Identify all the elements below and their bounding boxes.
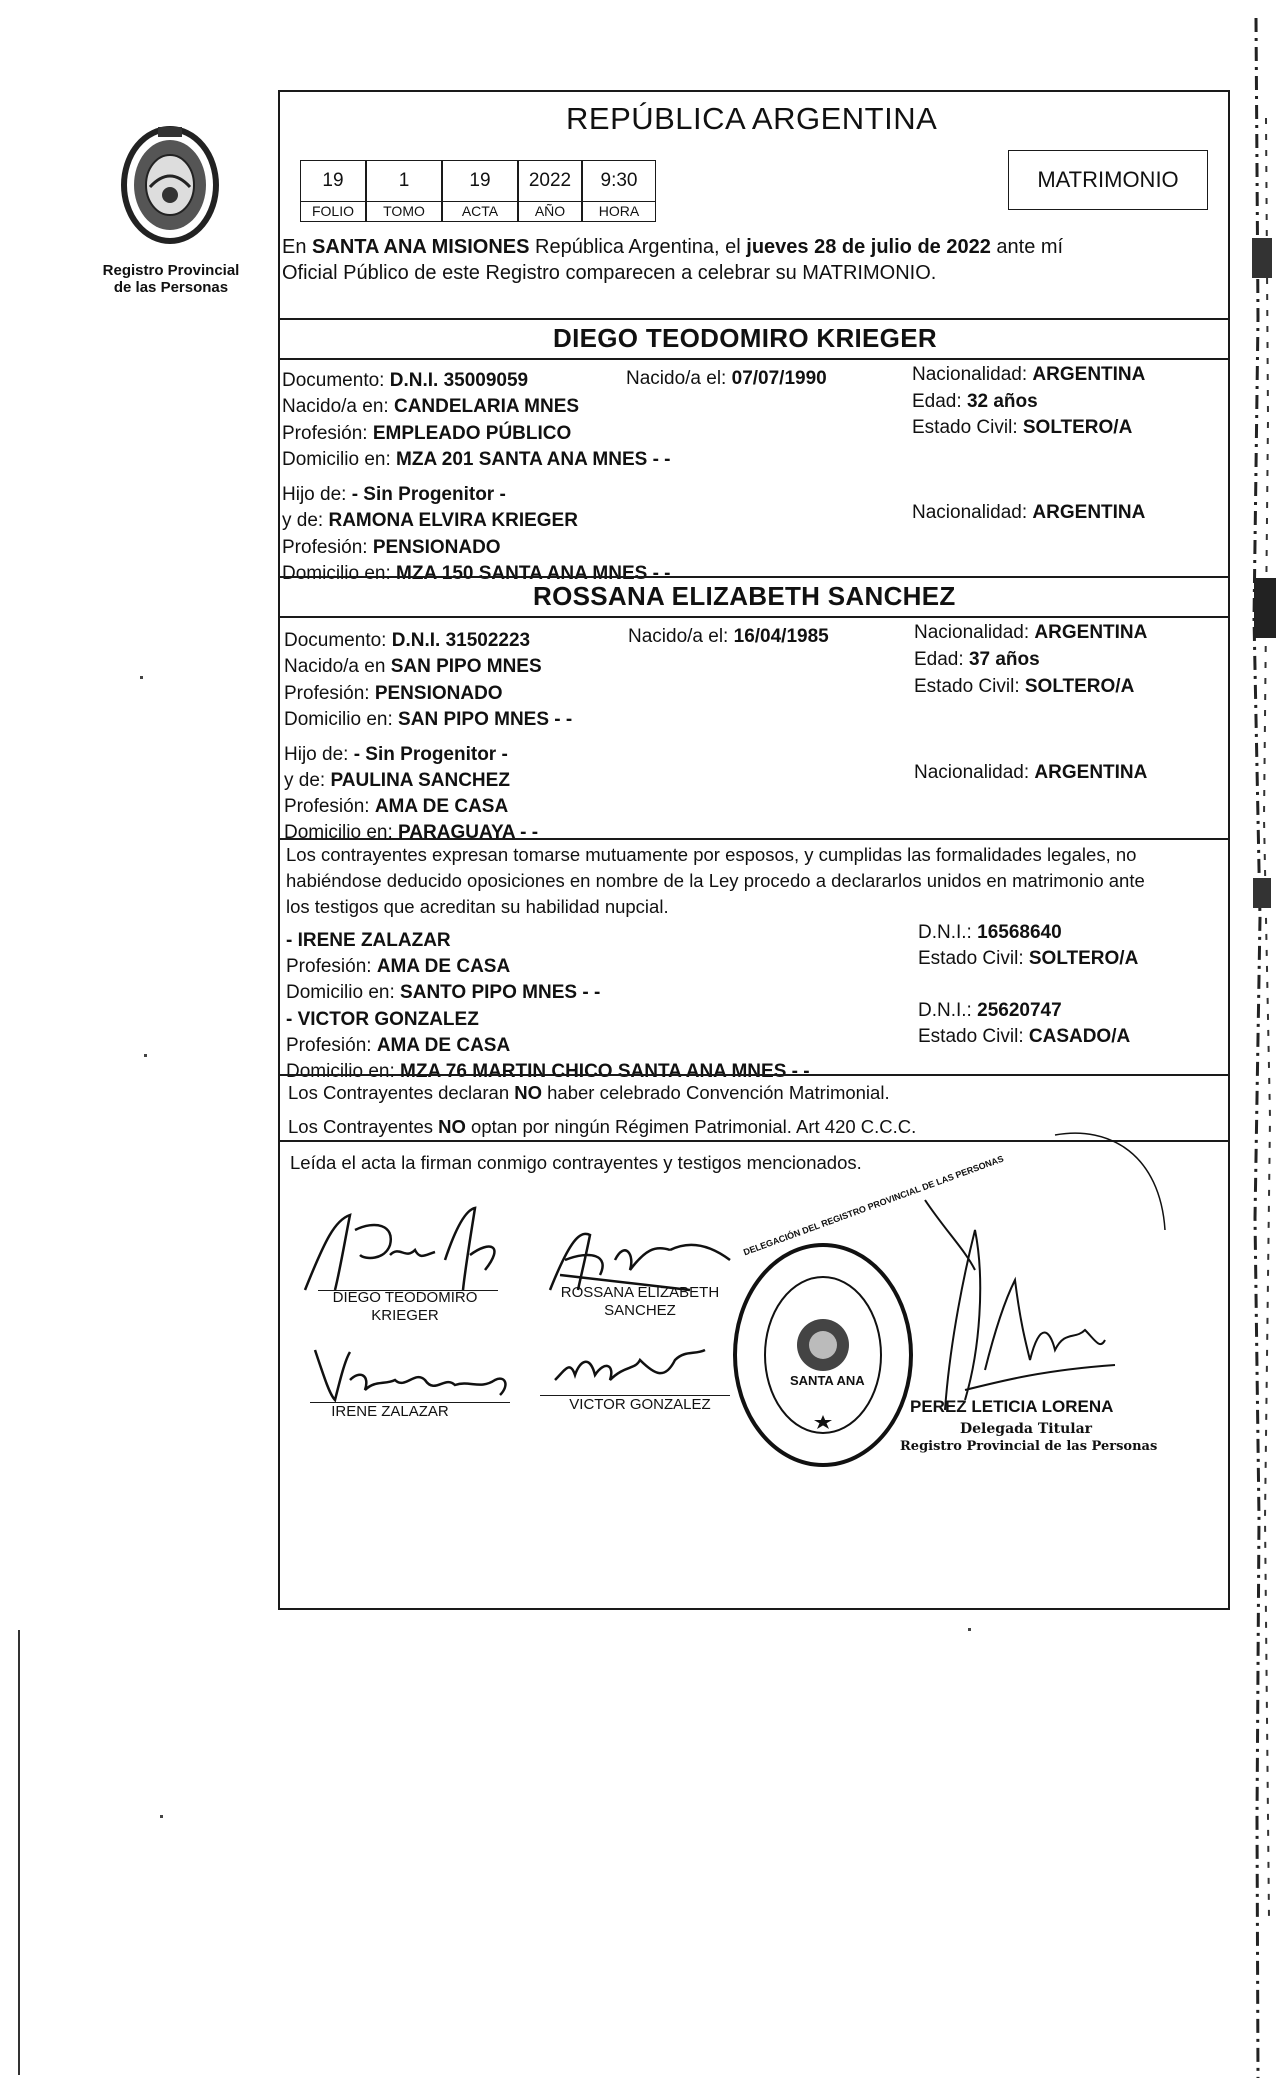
hora-label: HORA [582,202,656,222]
scan-dot [968,1628,971,1631]
convention-line-1: Los Contrayentes declaran NO haber celebrado Convención Matrimonial. [288,1082,890,1103]
witness2-dni: D.N.I.: 25620747 [918,1000,1062,1021]
spouse1-birthdate: Nacido/a el: 07/07/1990 [626,368,827,389]
anio-label: AÑO [518,202,582,222]
spouse2-father: Hijo de: - Sin Progenitor - [284,744,508,765]
spouse1-mother-profession: Profesión: PENSIONADO [282,537,501,558]
spouse1-civil-status: Estado Civil: SOLTERO/A [912,417,1133,438]
witness1-name: - IRENE ZALAZAR [286,930,451,951]
page-title: REPÚBLICA ARGENTINA [566,101,938,136]
spouse2-civil-status: Estado Civil: SOLTERO/A [914,676,1135,697]
officer-organization: Registro Provincial de las Personas [900,1439,1158,1454]
spouse1-mother-nationality: Nacionalidad: ARGENTINA [912,502,1146,523]
scan-dot [140,676,143,679]
spouse2-age: Edad: 37 años [914,649,1040,670]
signature-diego [295,1200,525,1300]
anio-value: 2022 [518,160,582,202]
spouse2-mother: y de: PAULINA SANCHEZ [284,770,510,791]
officer-role: Delegada Titular [960,1421,1093,1437]
witness1-dni: D.N.I.: 16568640 [918,922,1062,943]
witness2-civil-status: Estado Civil: CASADO/A [918,1026,1131,1047]
spouse2-birthdate: Nacido/a el: 16/04/1985 [628,626,829,647]
registry-name: Registro Provincial de las Personas [102,262,240,296]
spouse2-name: ROSSANA ELIZABETH SANCHEZ [533,581,956,611]
witness1-address: Domicilio en: SANTO PIPO MNES - - [286,982,601,1003]
folio-label: FOLIO [300,202,366,222]
witness2-name: - VICTOR GONZALEZ [286,1009,479,1030]
spouse2-profession: Profesión: PENSIONADO [284,683,503,704]
spouse1-name: DIEGO TEODOMIRO KRIEGER [553,323,937,353]
spouse1-profession: Profesión: EMPLEADO PÚBLICO [282,423,572,444]
witness2-profession: Profesión: AMA DE CASA [286,1035,511,1056]
spouse2-address: Domicilio en: SAN PIPO MNES - - [284,709,573,730]
witness1-profession: Profesión: AMA DE CASA [286,956,511,977]
officer-name: PEREZ LETICIA LORENA [910,1397,1114,1416]
scan-dot [160,1815,163,1818]
signature-victor [545,1330,725,1400]
spouse2-birthplace: Nacido/a en SAN PIPO MNES [284,656,542,677]
signature-irene [305,1340,525,1410]
signature-label-rossana: ROSSANA ELIZABETH SANCHEZ [560,1284,720,1319]
stamp-ring-text: DELEGACIÓN DEL REGISTRO PROVINCIAL DE LAS PERSONAS [742,1153,1005,1258]
hora-value: 9:30 [582,160,656,202]
official-stamp [728,1240,918,1470]
spouse1-mother-address: Domicilio en: MZA 150 SANTA ANA MNES - - [282,563,671,584]
witness1-civil-status: Estado Civil: SOLTERO/A [918,948,1139,969]
spouse2-document: Documento: D.N.I. 31502223 [284,630,531,651]
convention-line-2: Los Contrayentes NO optan por ningún Régimen Patrimonial. Art 420 C.C.C. [288,1116,917,1137]
signature-label-irene: IRENE ZALAZAR [331,1403,449,1420]
signature-label-victor: VICTOR GONZALEZ [569,1396,711,1413]
scan-edge-artifact [1248,18,1287,2078]
spouse1-birthplace: Nacido/a en: CANDELARIA MNES [282,396,580,417]
acta-label: ACTA [442,202,518,222]
spouse2-mother-nationality: Nacionalidad: ARGENTINA [914,762,1148,783]
tomo-value: 1 [366,160,442,202]
act-type-box: MATRIMONIO [1008,150,1208,210]
spouse2-mother-address: Domicilio en: PARAGUAYA - - [284,822,539,843]
spouse1-document: Documento: D.N.I. 35009059 [282,370,529,391]
scan-left-mark [18,1630,20,2075]
folio-value: 19 [300,160,366,202]
spouse1-father: Hijo de: - Sin Progenitor - [282,484,506,505]
closing-statement: Leída el acta la firman conmigo contrayentes y testigos mencionados. [290,1152,862,1173]
registry-logo [110,125,230,255]
declaration-line-3: los testigos que acreditan su habilidad nupcial. [286,896,669,917]
witness2-address: Domicilio en: MZA 76 MARTIN CHICO SANTA ANA MNES - - [286,1061,810,1082]
intro-line-2: Oficial Público de este Registro comparecen a celebrar su MATRIMONIO. [282,262,937,284]
scan-dot [144,1054,147,1057]
declaration-line-1: Los contrayentes expresan tomarse mutuamente por esposos, y cumplidas las formalidades legales, no [286,844,1137,865]
spouse2-mother-profession: Profesión: AMA DE CASA [284,796,509,817]
tomo-label: TOMO [366,202,442,222]
spouse2-nationality: Nacionalidad: ARGENTINA [914,622,1148,643]
spouse1-age: Edad: 32 años [912,391,1038,412]
intro-line-1: En SANTA ANA MISIONES República Argentina, el jueves 28 de julio de 2022 ante mí [282,236,1064,258]
acta-value: 19 [442,160,518,202]
declaration-line-2: habiéndose deducido oposiciones en nombre de la Ley procedo a declararlos unidos en matrimonio ante [286,870,1145,891]
stamp-center-text: SANTA ANA [790,1373,865,1388]
spouse1-mother: y de: RAMONA ELVIRA KRIEGER [282,510,578,531]
officer-curve-mark [1050,1115,1170,1235]
spouse1-nationality: Nacionalidad: ARGENTINA [912,364,1146,385]
signature-label-diego: DIEGO TEODOMIRO KRIEGER [332,1289,478,1324]
spouse1-address: Domicilio en: MZA 201 SANTA ANA MNES - - [282,449,671,470]
